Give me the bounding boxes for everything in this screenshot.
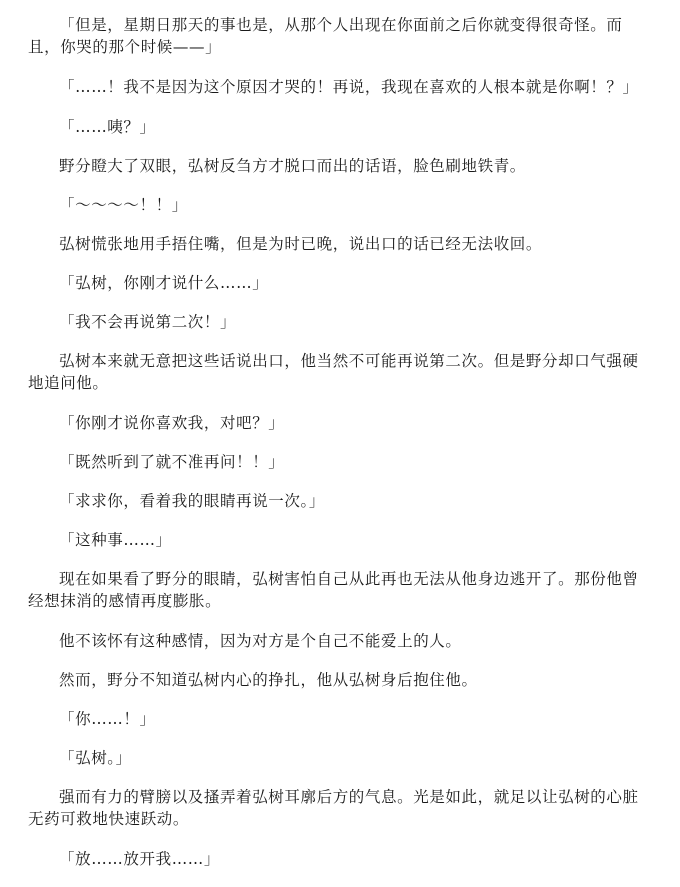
paragraph: 「这种事……」 (59, 531, 172, 549)
paragraph: 弘树慌张地用手捂住嘴，但是为时已晚，说出口的话已经无法收回。 (59, 235, 543, 253)
paragraph: 「……！我不是因为这个原因才哭的！再说，我现在喜欢的人根本就是你啊！？」 (59, 78, 639, 96)
paragraph: 「我不会再说第二次！」 (59, 313, 237, 331)
document-page (28, 14, 648, 887)
paragraph: 他不该怀有这种感情，因为对方是个自己不能爱上的人。 (59, 632, 462, 650)
paragraph: 然而，野分不知道弘树内心的挣扎，他从弘树身后抱住他。 (59, 671, 478, 689)
paragraph: 「但是，星期日那天的事也是，从那个人出现在你面前之后你就变得很奇怪。而且，你哭的那个时候——」 (28, 16, 623, 56)
paragraph: 强而有力的臂膀以及搔弄着弘树耳廓后方的气息。光是如此，就足以让弘树的心脏无药可救地快速跃动。 (28, 788, 639, 828)
paragraph: 弘树本来就无意把这些话说出口，他当然不可能再说第二次。但是野分却口气强硬地追问他。 (28, 352, 639, 392)
paragraph: 「放……放开我……」 (59, 850, 221, 868)
paragraph: 野分瞪大了双眼，弘树反刍方才脱口而出的话语，脸色刷地铁青。 (59, 157, 526, 175)
paragraph: 「你……！」 (59, 710, 156, 728)
paragraph: 「弘树。」 (59, 749, 132, 767)
paragraph: 「既然听到了就不准再问！！」 (59, 453, 285, 471)
paragraph: 「你刚才说你喜欢我，对吧？」 (59, 414, 285, 432)
paragraph: 「～～～～！！」 (59, 196, 188, 214)
paragraph: 「弘树，你刚才说什么……」 (59, 274, 269, 292)
paragraph: 现在如果看了野分的眼睛，弘树害怕自己从此再也无法从他身边逃开了。那份他曾经想抹消的感情再度膨胀。 (28, 570, 639, 610)
paragraph: 「求求你，看着我的眼睛再说一次。」 (59, 492, 325, 510)
paragraph: 「……咦？」 (59, 118, 156, 136)
